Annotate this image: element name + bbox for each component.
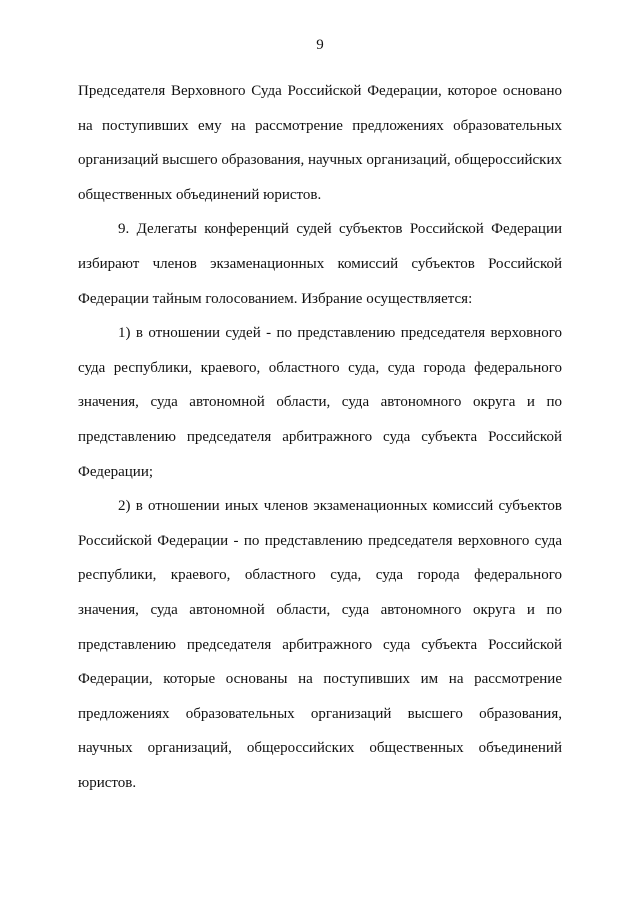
paragraph-clause-9: 9. Делегаты конференций судей субъектов Российской Федерации избирают членов экзаменационных комиссий субъектов Российской Федерации тайным голосованием. Избрание осуществляется: [78,221,562,307]
paragraph-continuation: Председателя Верховного Суда Российской Федерации, которое основано на поступивших ему на рассмотрение предложениях образовательных организаций высшего образования, научных организаций, общероссийских общественных объединений юристов. [78,83,562,203]
page-number: 9 [316,37,324,53]
paragraph-item-2: 2) в отношении иных членов экзаменационных комиссий субъектов Российской Федерации - по представлению председателя верховного суда республики, краевого, областного суда, суда города федерального значения, суда автономной области, суда автономного округа и по представлению председателя арбитражного суда субъекта Российской Федерации, которые основаны на поступивших им на рассмотрение предложениях образовательных организаций высшего образования, научных организаций, общероссийских общественных объединений юристов. [78,498,562,791]
paragraph-item-1: 1) в отношении судей - по представлению председателя верховного суда республики, краевого, областного суда, суда города федерального значения, суда автономной области, суда автономного округа и по представлению председателя арбитражного суда субъекта Российской Федерации; [78,325,562,480]
document-body [78,74,562,800]
